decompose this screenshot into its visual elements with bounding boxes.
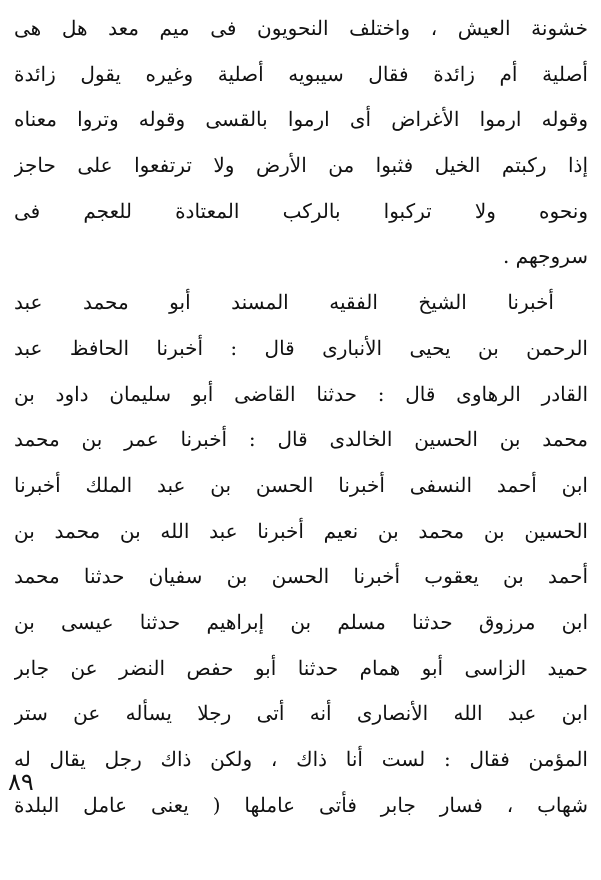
text-line: وقوله ارموا الأغراض أى ارموا بالقسى وقوله وتروا معناه <box>14 107 588 132</box>
text-line: القادر الرهاوى قال : حدثنا القاضى أبو سليمان داود بن <box>14 381 588 406</box>
page-number: ٨٩ <box>8 768 34 796</box>
text-line: ابن مرزوق حدثنا مسلم بن إبراهيم حدثنا عيسى بن <box>14 609 588 634</box>
text-line: أصلية أم زائدة فقال سيبويه أصلية وغيره يقول زائدة <box>14 61 588 86</box>
text-line: الحسين بن محمد بن نعيم أخبرنا عبد الله بن محمد بن <box>14 518 588 543</box>
body-text <box>14 6 588 828</box>
paragraph-start-line: أخبرنا الشيخ الفقيه المسند أبو محمد عبد <box>14 290 554 315</box>
text-line: خشونة العيش ، واختلف النحويون فى ميم معد هل هى <box>14 16 588 40</box>
text-line: إذا ركبتم الخيل فثبوا من الأرض ولا ترتفعوا على حاجز <box>14 153 588 178</box>
text-line: المؤمن فقال : لست أنا ذاك ، ولكن ذاك رجل يقال له <box>14 747 588 771</box>
paragraph-end-line: سروجهم . <box>502 244 588 269</box>
text-line: الرحمن بن يحيى الأنبارى قال : أخبرنا الحافظ عبد <box>14 335 588 360</box>
text-line: ابن أحمد النسفى أخبرنا الحسن بن عبد الملك أخبرنا <box>14 472 588 497</box>
text-line: حميد الزاسى أبو همام حدثنا أبو حفص النضر عن جابر <box>14 655 588 680</box>
text-line: شهاب ، فسار جابر فأتى عاملها ( يعنى عامل البلدة <box>14 792 588 817</box>
text-line: محمد بن الحسين الخالدى قال : أخبرنا عمر بن محمد <box>14 427 588 452</box>
text-line: أحمد بن يعقوب أخبرنا الحسن بن سفيان حدثنا محمد <box>14 564 588 589</box>
text-line: ابن عبد الله الأنصارى أنه أتى رجلا يسأله عن ستر <box>14 701 588 726</box>
text-line: ونحوه ولا تركبوا بالركب المعتادة للعجم فى <box>14 198 588 223</box>
